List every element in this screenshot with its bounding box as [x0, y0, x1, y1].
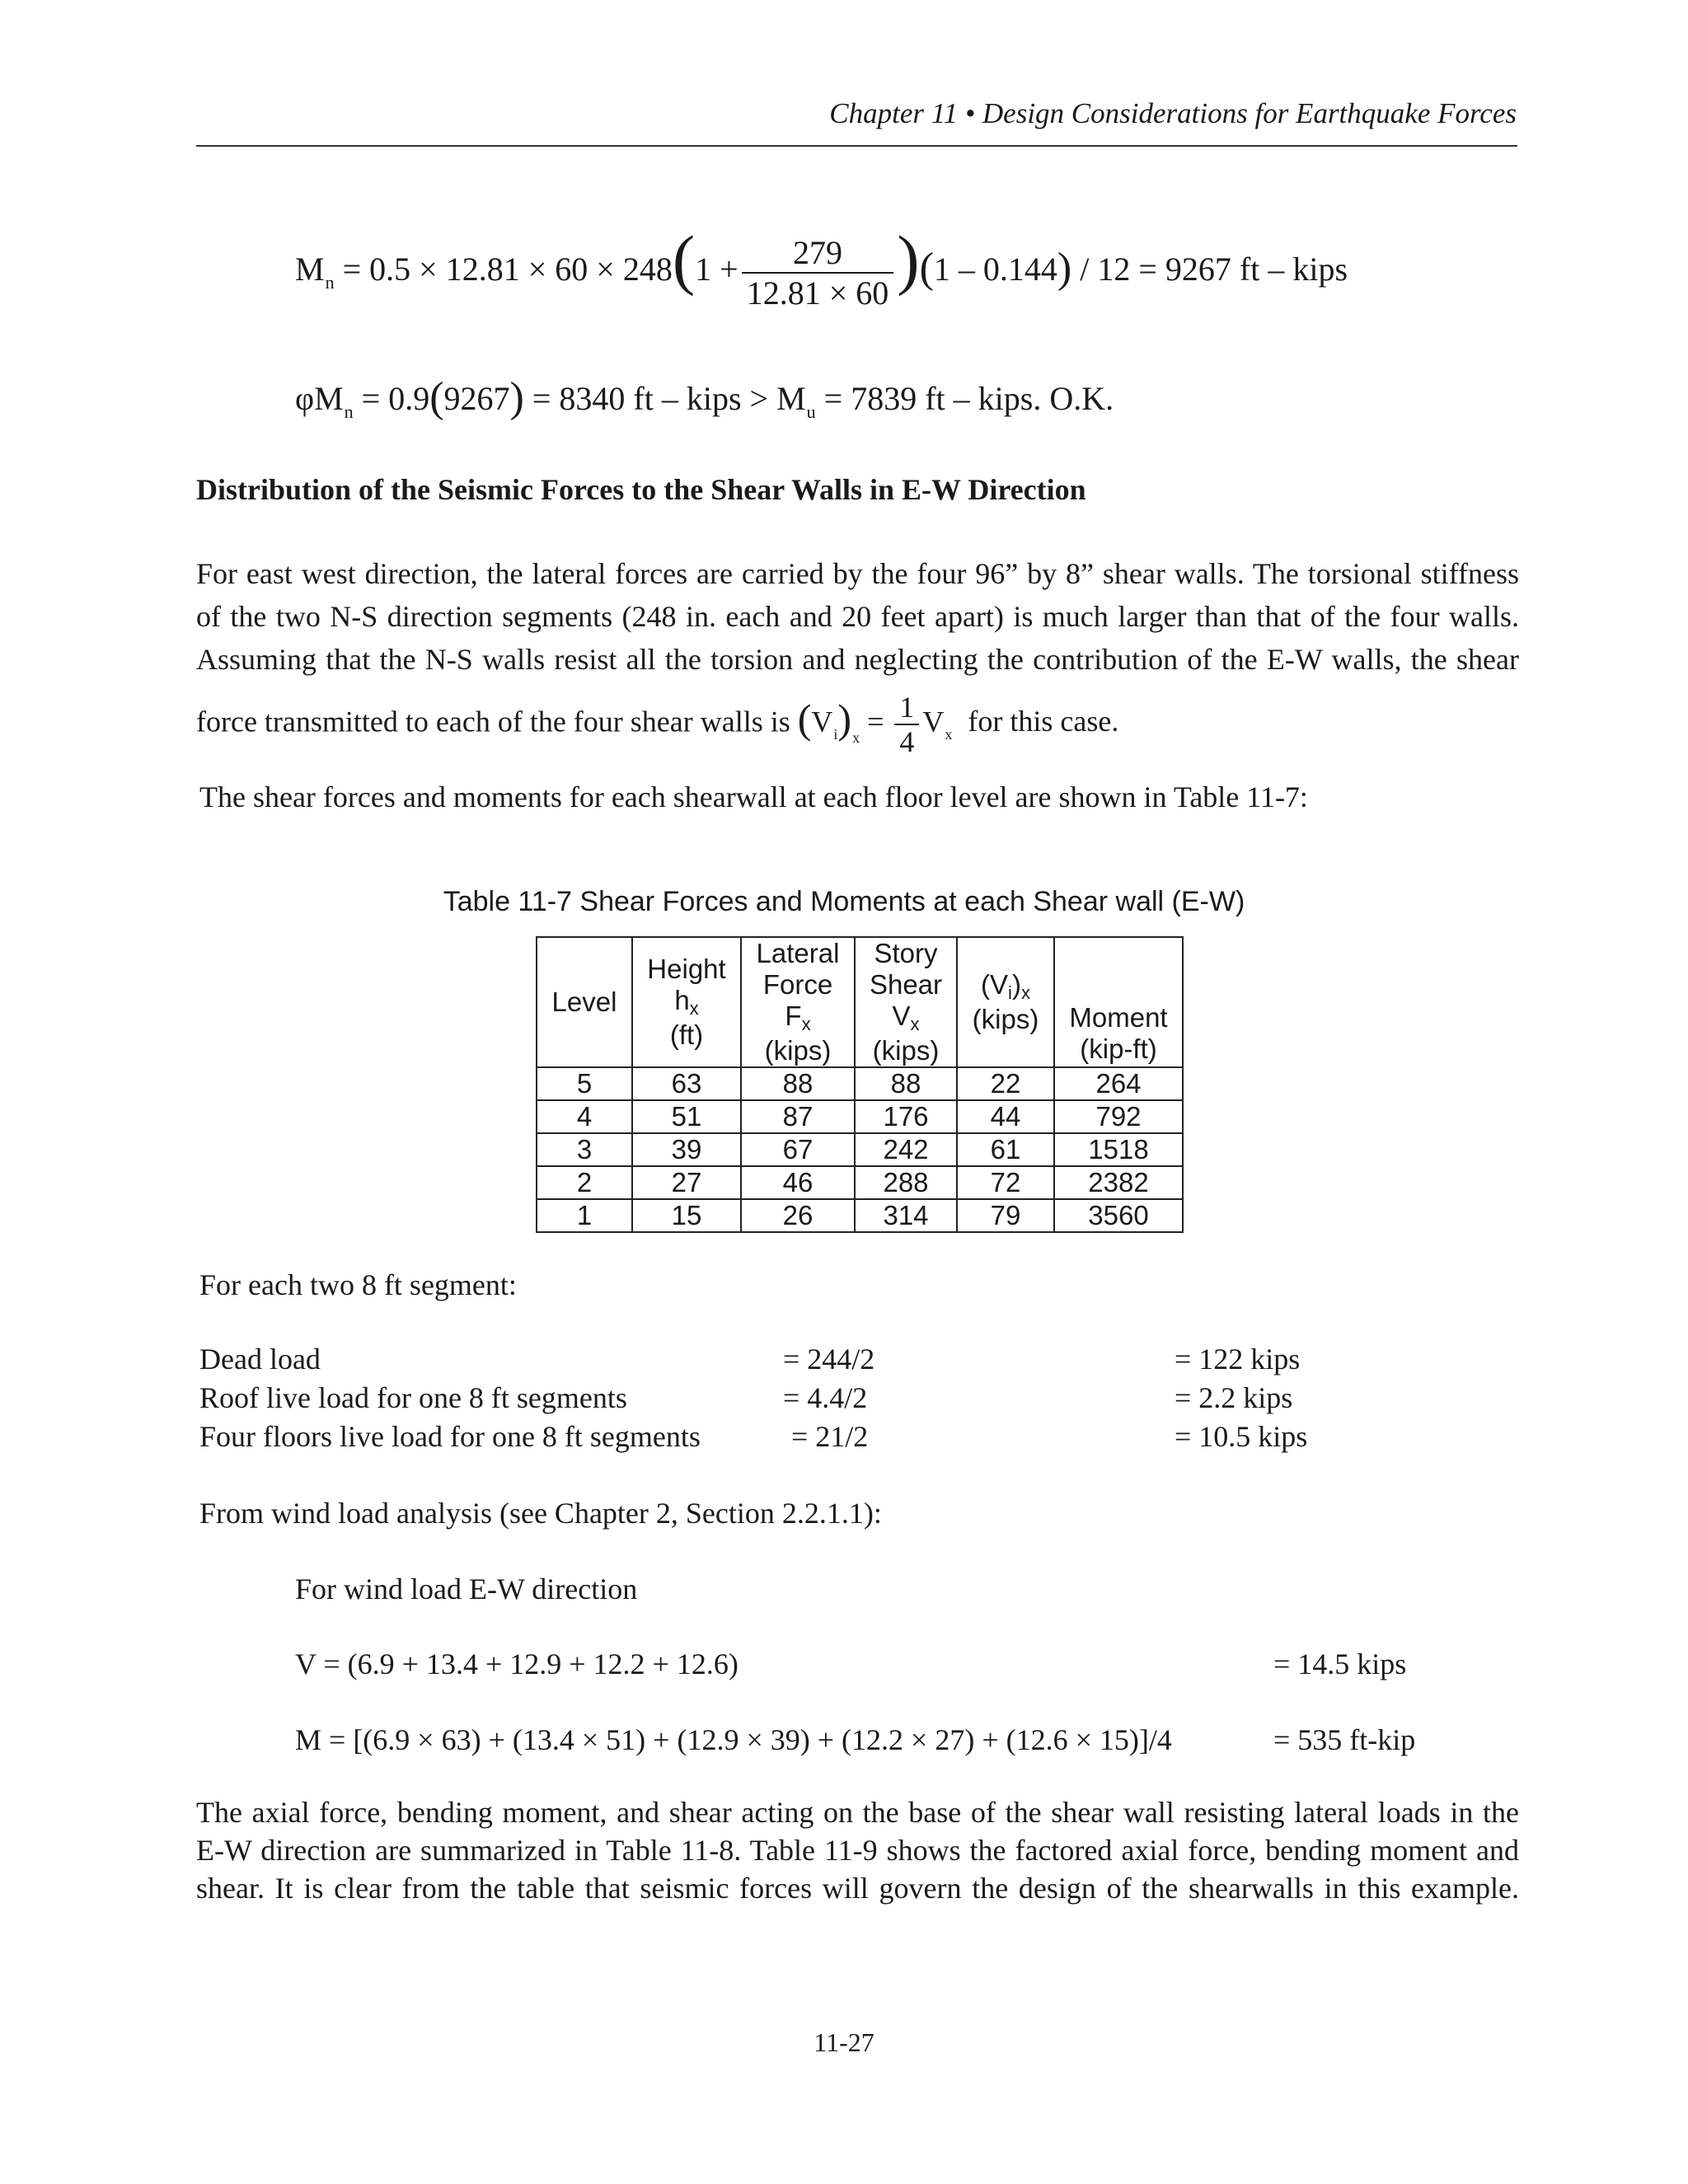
equals-sign: = [867, 705, 884, 738]
vx-symbol: V [922, 705, 945, 738]
cell-vix: 44 [957, 1100, 1054, 1133]
load-result: = 2.2 kips [1175, 1381, 1293, 1414]
table-row [537, 1100, 1183, 1133]
paragraph-line: shear. It is clear from the table that seismic forces will govern the design of the shearwalls in this example. [196, 1872, 1519, 1905]
cell-lateral-force: 67 [741, 1133, 855, 1166]
header-level: Level [537, 937, 632, 1067]
section-heading: Distribution of the Seismic Forces to the Shear Walls in E-W Direction [196, 473, 1086, 506]
load-expr: = 4.4/2 [783, 1381, 868, 1414]
load-label: Roof live load for one 8 ft segments [199, 1381, 627, 1414]
cell-moment: 2382 [1054, 1166, 1183, 1199]
cell-lateral-force: 87 [741, 1100, 855, 1133]
last-line-suffix: for this case. [968, 705, 1119, 738]
paren-close-3: ) [509, 374, 524, 421]
load-result: = 122 kips [1175, 1343, 1301, 1376]
cell-vix: 22 [957, 1067, 1054, 1100]
cell-story-shear: 314 [855, 1199, 957, 1232]
quarter-num: 1 [899, 691, 915, 724]
load-result: = 10.5 kips [1175, 1420, 1308, 1453]
paragraph-summary [196, 1793, 1519, 1907]
cell-lateral-force: 46 [741, 1166, 855, 1199]
phi-mn-subscript: n [344, 401, 354, 422]
mn-suffix: / 12 = 9267 ft – kips [1080, 251, 1348, 288]
cell-height: 63 [632, 1067, 741, 1100]
table-row [537, 1166, 1183, 1199]
cell-moment: 1518 [1054, 1133, 1183, 1166]
paragraph-table-intro: The shear forces and moments for each shearwall at each floor level are shown in Table 11-7: [199, 780, 1308, 813]
cell-level: 2 [537, 1166, 632, 1199]
cell-height: 27 [632, 1166, 741, 1199]
running-head: Chapter 11 • Design Considerations for Earthquake Forces [829, 97, 1517, 129]
table-row [537, 1199, 1183, 1232]
paren-open-4: ( [797, 696, 812, 743]
equation-phi-mn [295, 374, 1114, 422]
load-label: Four floors live load for one 8 ft segments [199, 1420, 701, 1453]
segment-intro: For each two 8 ft segment: [199, 1268, 517, 1301]
mu-subscript: u [806, 401, 816, 422]
paragraph-line: For east west direction, the lateral forces are carried by the four 96” by 8” shear walls. The torsional stiffness [196, 557, 1519, 590]
x-subscript: x [852, 729, 860, 747]
cell-lateral-force: 26 [741, 1199, 855, 1232]
paragraph-last-line [196, 691, 1118, 758]
mn-symbol: M [295, 251, 325, 288]
cell-moment: 792 [1054, 1100, 1183, 1133]
cell-level: 1 [537, 1199, 632, 1232]
wind-v-expr: V = (6.9 + 13.4 + 12.9 + 12.2 + 12.6) [295, 1647, 738, 1680]
mn-inner-one: 1 + [695, 251, 738, 288]
paren-open-2: ( [919, 245, 934, 292]
vi-subscript: i [833, 726, 838, 743]
wind-m-result: = 535 ft-kip [1273, 1723, 1416, 1756]
wind-intro: From wind load analysis (see Chapter 2, Section 2.2.1.1): [199, 1497, 882, 1530]
cell-vix: 72 [957, 1166, 1054, 1199]
cell-story-shear: 176 [855, 1100, 957, 1133]
cell-story-shear: 242 [855, 1133, 957, 1166]
header-height: Height hx (ft) [632, 937, 741, 1067]
cell-level: 4 [537, 1100, 632, 1133]
header-moment: Moment (kip-ft) [1054, 937, 1183, 1067]
wind-m-expr: M = [(6.9 × 63) + (13.4 × 51) + (12.9 × 39) + (12.2 × 27) + (12.6 × 15)]/4 [295, 1723, 1172, 1756]
phi-mn-inner: 9267 [443, 380, 510, 417]
cell-height: 39 [632, 1133, 741, 1166]
cell-height: 15 [632, 1199, 741, 1232]
mn-subscript: n [325, 272, 335, 293]
cell-level: 3 [537, 1133, 632, 1166]
phi-mn-symbol: φM [295, 380, 344, 417]
page-number: 11-27 [814, 2027, 874, 2057]
phi-mn-part1: = 0.9 [361, 380, 430, 417]
load-label: Dead load [199, 1343, 321, 1376]
table-row [537, 1067, 1183, 1100]
wind-direction: For wind load E-W direction [295, 1572, 638, 1605]
paragraph-line: The axial force, bending moment, and shear acting on the base of the shear wall resisting lateral loads in the [196, 1796, 1519, 1829]
paragraph-line: E-W direction are summarized in Table 11-8. Table 11-9 shows the factored axial force, bending moment and [196, 1834, 1519, 1867]
last-line-prefix: force transmitted to each of the four shear walls is [196, 705, 790, 738]
shear-forces-table [536, 936, 1184, 1233]
load-expr: = 244/2 [783, 1343, 875, 1376]
cell-moment: 264 [1054, 1067, 1183, 1100]
paren-close-2: ) [1057, 245, 1072, 292]
phi-mn-part3: = 7839 ft – kips. O.K. [823, 380, 1114, 417]
table-caption: Table 11-7 Shear Forces and Moments at each Shear wall (E-W) [443, 886, 1245, 917]
vx-subscript: x [945, 726, 953, 743]
mn-frac-den: 12.81 × 60 [742, 272, 894, 312]
cell-story-shear: 88 [855, 1067, 957, 1100]
header-story-shear: Story Shear Vx (kips) [855, 937, 957, 1067]
cell-vix: 61 [957, 1133, 1054, 1166]
cell-level: 5 [537, 1067, 632, 1100]
paren-open-3: ( [429, 374, 444, 421]
cell-moment: 3560 [1054, 1199, 1183, 1232]
mn-middle: 1 – 0.144 [933, 251, 1057, 288]
vi-symbol: V [811, 705, 833, 738]
quarter-fraction [894, 691, 919, 758]
table-header-row [537, 937, 1183, 1067]
cell-story-shear: 288 [855, 1166, 957, 1199]
wind-v-result: = 14.5 kips [1273, 1647, 1407, 1680]
mn-prefix: = 0.5 × 12.81 × 60 × 248 [342, 251, 673, 288]
paragraph-line: of the two N-S direction segments (248 in. each and 20 feet apart) is much larger than that of the four walls. [196, 600, 1519, 633]
phi-mn-part2: = 8340 ft – kips > M [532, 380, 806, 417]
paren-close: ) [897, 222, 920, 297]
header-lateral-force: Lateral Force Fx (kips) [741, 937, 855, 1067]
table-row [537, 1133, 1183, 1166]
equation-mn [295, 224, 1348, 312]
cell-vix: 79 [957, 1199, 1054, 1232]
mn-fraction [742, 233, 894, 312]
paragraph-torsion [196, 552, 1519, 681]
quarter-den: 4 [894, 724, 919, 758]
paren-close-4: ) [837, 696, 852, 743]
load-expr: = 21/2 [791, 1420, 869, 1453]
paren-open: ( [672, 222, 696, 297]
header-rule [196, 145, 1517, 147]
cell-lateral-force: 88 [741, 1067, 855, 1100]
header-vix: (Vi)x (kips) [957, 937, 1054, 1067]
paragraph-line: Assuming that the N-S walls resist all the torsion and neglecting the contribution of the E-W walls, the shear [196, 643, 1519, 676]
cell-height: 51 [632, 1100, 741, 1133]
mn-frac-num: 279 [792, 233, 842, 271]
